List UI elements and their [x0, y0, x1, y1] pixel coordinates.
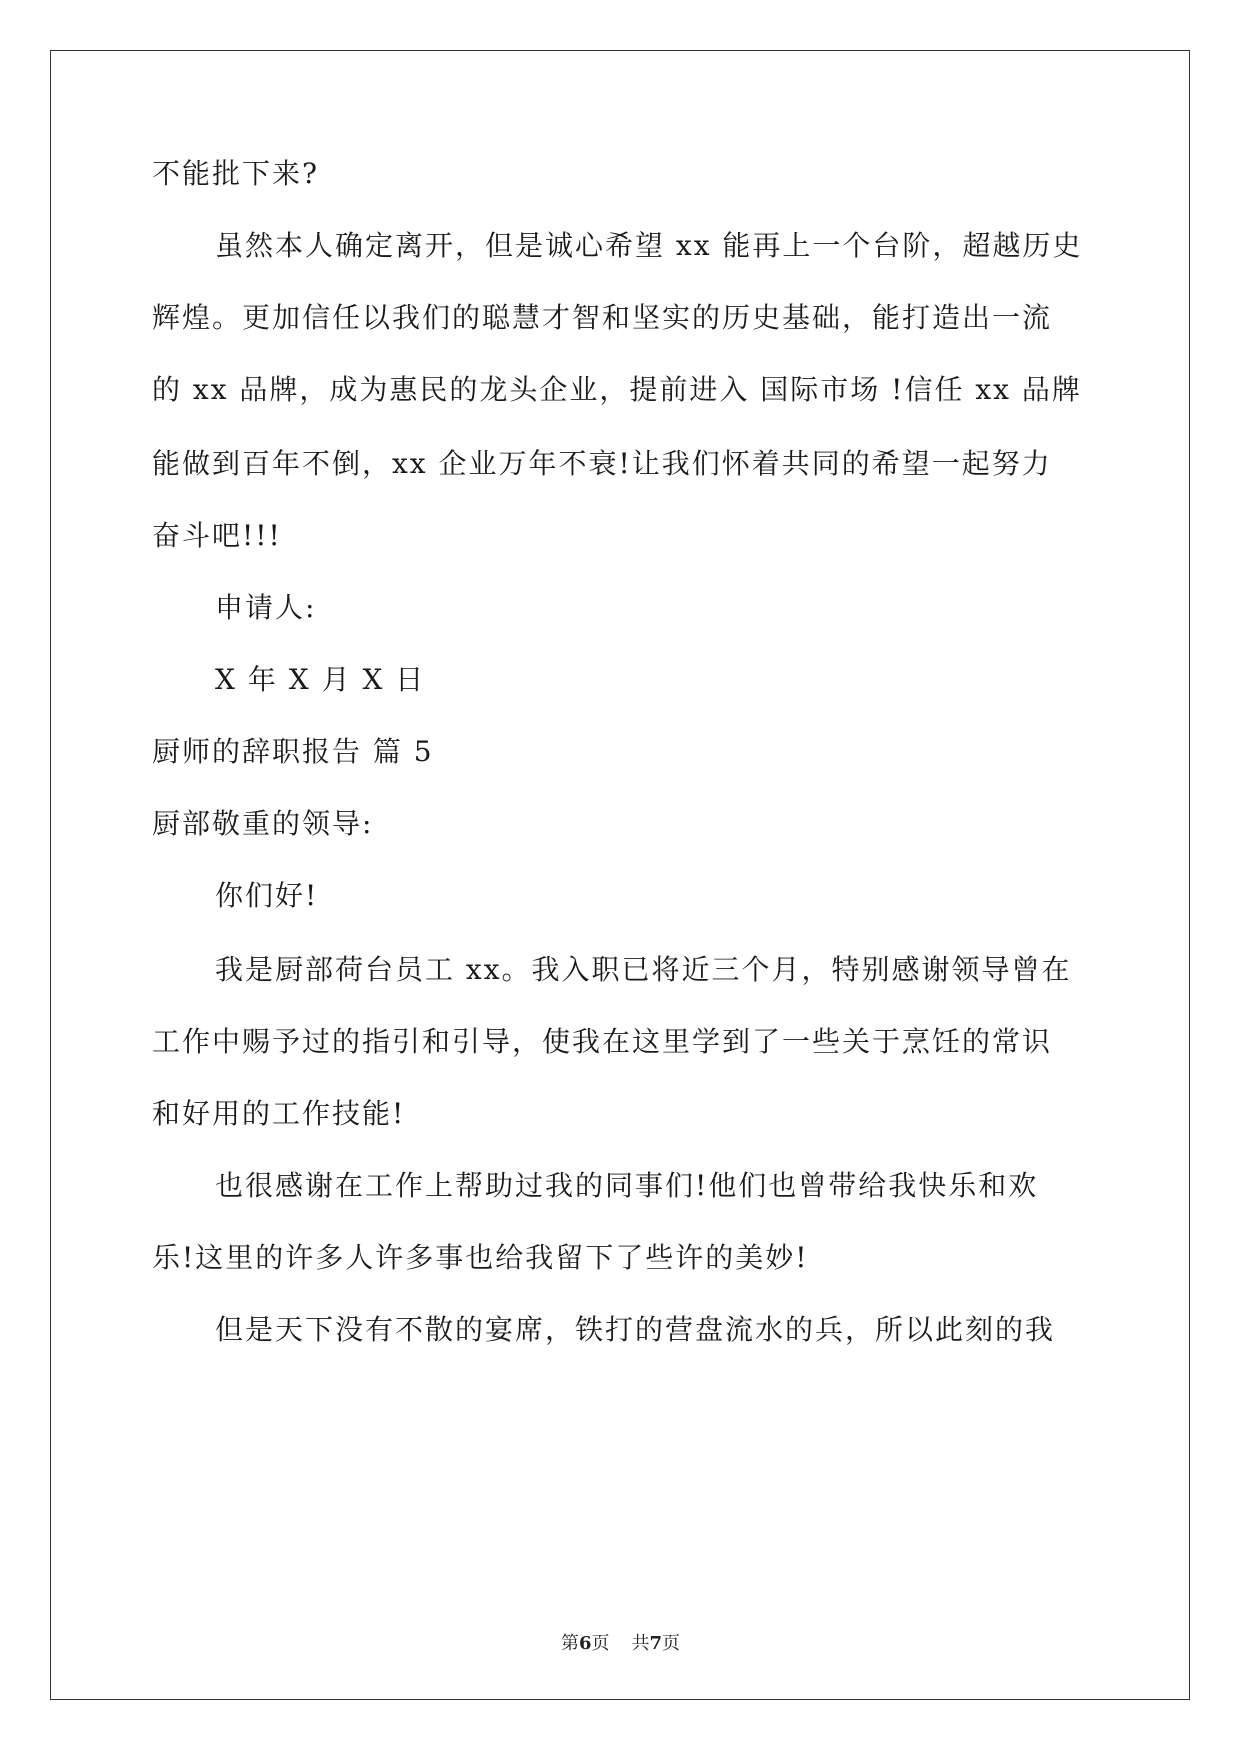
footer-prefix: 第	[560, 1633, 579, 1654]
section-heading: 厨师的辞职报告 篇 5	[152, 735, 434, 768]
body-line: 辉煌。更加信任以我们的聪慧才智和坚实的历史基础，能打造出一流	[152, 301, 1053, 334]
body-line: 能做到百年不倒，xx 企业万年不衰!让我们怀着共同的希望一起努力	[152, 447, 1052, 480]
body-line: 工作中赐予过的指引和引导，使我在这里学到了一些关于烹饪的常识	[152, 1025, 1053, 1058]
body-line: 乐!这里的许多人许多事也给我留下了些许的美妙!	[152, 1241, 809, 1274]
salutation: 厨部敬重的领导:	[152, 807, 374, 840]
footer-page-suffix: 页	[591, 1633, 610, 1654]
applicant-label: 申请人:	[215, 591, 317, 624]
footer-total-pages: 7	[649, 1633, 663, 1654]
footer-page-number: 6	[578, 1633, 592, 1654]
body-line: 的 xx 品牌，成为惠民的龙头企业，提前进入 国际市场 !信任 xx 品牌	[152, 373, 1082, 406]
greeting: 你们好!	[215, 879, 319, 912]
date-line: X 年 X 月 X 日	[215, 663, 426, 696]
body-line: 和好用的工作技能!	[152, 1097, 406, 1130]
body-line: 但是天下没有不散的宴席，铁打的营盘流水的兵，所以此刻的我	[215, 1313, 1056, 1346]
body-line: 也很感谢在工作上帮助过我的同事们!他们也曾带给我快乐和欢	[215, 1169, 1039, 1202]
footer-total-prefix: 共	[631, 1633, 650, 1654]
body-line: 奋斗吧!!!	[152, 519, 282, 552]
body-line: 不能批下来?	[152, 157, 320, 190]
body-line: 虽然本人确定离开，但是诚心希望 xx 能再上一个台阶，超越历史	[215, 229, 1083, 262]
page-footer	[0, 1632, 1241, 1656]
body-line: 我是厨部荷台员工 xx。我入职已将近三个月，特别感谢领导曾在	[215, 953, 1072, 986]
footer-total-suffix: 页	[662, 1633, 681, 1654]
